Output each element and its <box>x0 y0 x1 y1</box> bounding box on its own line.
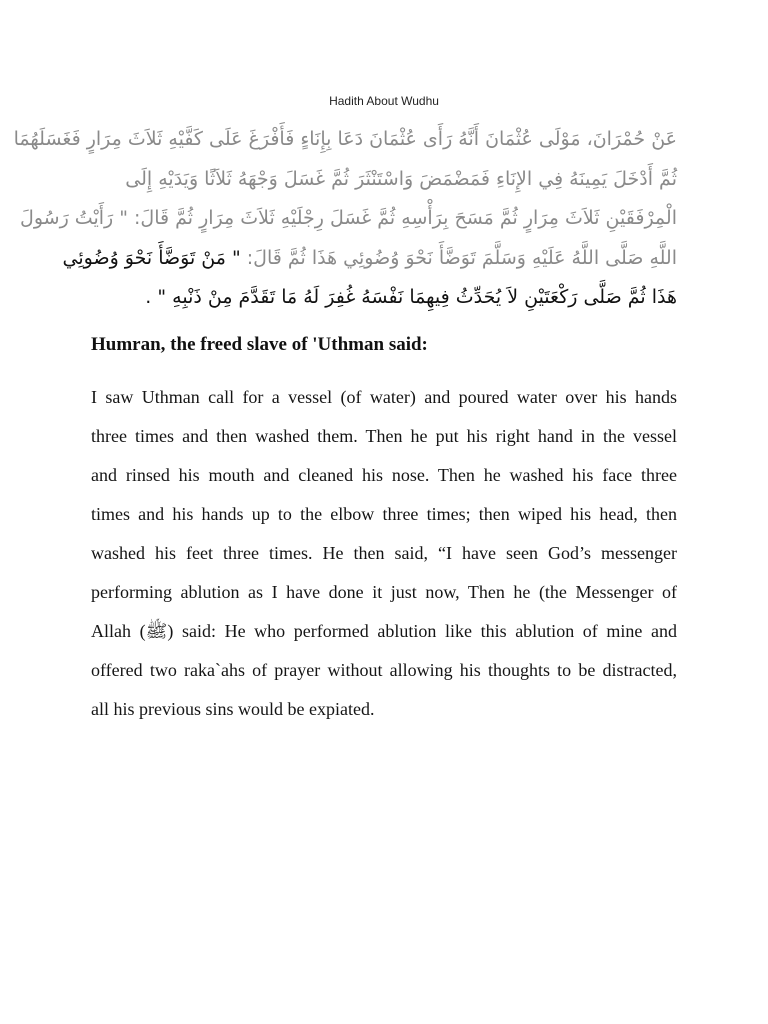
arabic-line-prophet-quote: " مَنْ تَوَضَّأَ نَحْوَ وُضُوئِي <box>62 246 241 269</box>
english-heading: Humran, the freed slave of 'Uthman said: <box>91 334 428 355</box>
english-line: three times and then washed them. Then he put his right hand in the vessel <box>91 426 677 446</box>
english-translation <box>91 378 677 729</box>
arabic-line-narration: اللَّهِ صَلَّى اللَّهُ عَلَيْهِ وَسَلَّمَ تَوَضَّأَ نَحْوَ وُضُوئِي هَذَا ثُمَّ قَالَ: <box>240 246 677 269</box>
arabic-line: ثُمَّ أَدْخَلَ يَمِينَهُ فِي الإِنَاءِ فَمَضْمَضَ وَاسْتَنْثَرَ ثُمَّ غَسَلَ وَجْهَهُ ثَلاَثًا وَيَدَيْهِ إِلَى <box>125 167 677 190</box>
arabic-hadith-text <box>13 120 677 318</box>
arabic-line: عَنْ حُمْرَانَ، مَوْلَى عُثْمَانَ أَنَّهُ رَأَى عُثْمَانَ دَعَا بِإِنَاءٍ فَأَفْرَغَ عَلَى كَفَّيْهِ ثَلاَثَ مِرَارٍ فَغَسَلَهُمَا <box>13 128 677 150</box>
english-line: all his previous sins would be expiated. <box>91 699 375 719</box>
arabic-line: هَذَا ثُمَّ صَلَّى رَكْعَتَيْنِ لاَ يُحَدِّثُ فِيهِمَا نَفْسَهُ غُفِرَ لَهُ مَا تَقَدَّمَ مِنْ ذَنْبِهِ " . <box>145 286 677 308</box>
document-title: Hadith About Wudhu <box>329 94 439 108</box>
english-line: and rinsed his mouth and cleaned his nose. Then he washed his face three <box>91 465 677 485</box>
english-line: performing ablution as I have done it just now, Then he (the Messenger of <box>91 582 677 602</box>
english-line: washed his feet three times. He then said, “I have seen God’s messenger <box>91 543 677 563</box>
english-line: I saw Uthman call for a vessel (of water) and poured water over his hands <box>91 387 677 407</box>
english-line: Allah (ﷺ) said: He who performed ablution like this ablution of mine and <box>91 621 678 641</box>
arabic-line: الْمِرْفَقَيْنِ ثَلاَثَ مِرَارٍ ثُمَّ مَسَحَ بِرَأْسِهِ ثُمَّ غَسَلَ رِجْلَيْهِ ثَلاَثَ مِرَارٍ ثُمَّ قَالَ: " رَأَيْتُ رَسُولَ <box>20 207 677 229</box>
arabic-line <box>62 239 677 279</box>
english-line: offered two raka`ahs of prayer without allowing his thoughts to be distracted, <box>91 660 677 680</box>
english-line: times and his hands up to the elbow three times; then wiped his head, then <box>91 504 677 524</box>
